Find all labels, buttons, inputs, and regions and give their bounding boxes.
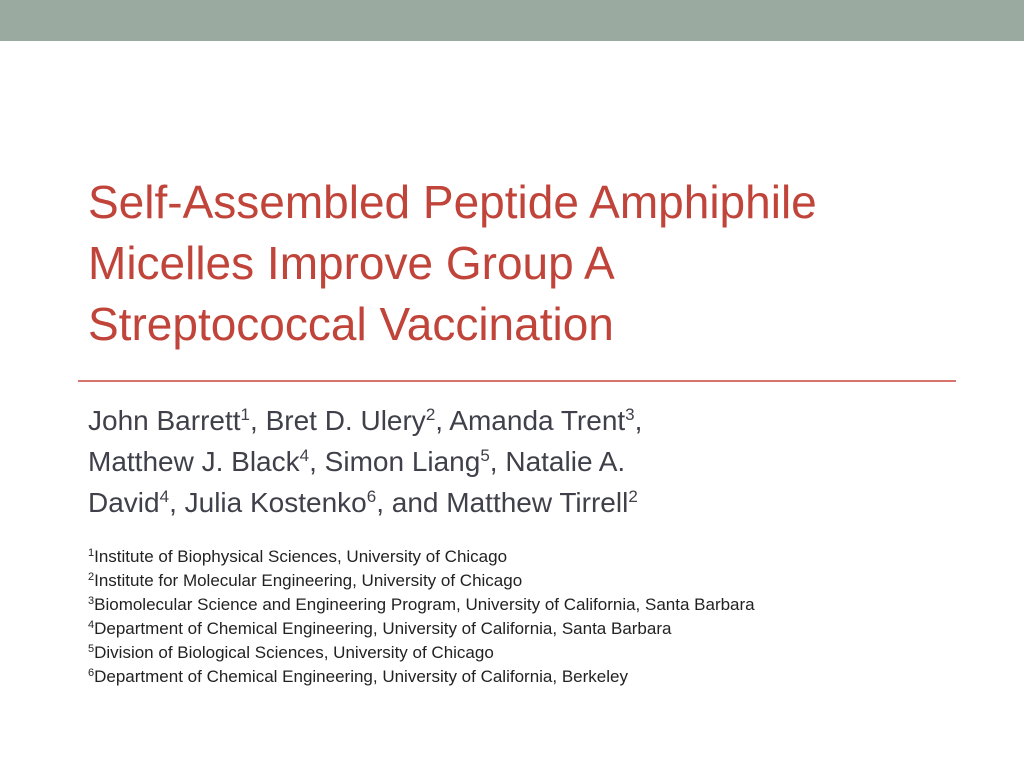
author-separator: , bbox=[376, 487, 392, 518]
title-line: Self-Assembled Peptide Amphiphile bbox=[88, 176, 817, 228]
author-name: Amanda Trent bbox=[449, 405, 626, 436]
title-divider bbox=[78, 380, 956, 382]
author-name: David bbox=[88, 487, 160, 518]
author-separator: , bbox=[435, 405, 450, 436]
author-separator: , bbox=[169, 487, 185, 518]
author-affiliation-mark: 4 bbox=[159, 487, 170, 506]
author-line bbox=[88, 482, 968, 523]
author-name: Julia Kostenko bbox=[184, 487, 367, 518]
author-name: Natalie A. bbox=[505, 446, 626, 477]
author-list bbox=[88, 400, 968, 523]
affiliation-item bbox=[88, 617, 988, 641]
author-separator: , bbox=[250, 405, 266, 436]
affiliation-item bbox=[88, 665, 988, 689]
affiliation-number: 1 bbox=[88, 547, 95, 559]
affiliation-item bbox=[88, 545, 988, 569]
author-affiliation-mark: 4 bbox=[299, 446, 310, 465]
author-line bbox=[88, 441, 968, 482]
author-affiliation-mark: 1 bbox=[240, 405, 250, 424]
affiliation-text: Department of Chemical Engineering, University of California, Berkeley bbox=[94, 667, 628, 686]
author-name: and Matthew Tirrell bbox=[391, 487, 629, 518]
author-name: Simon Liang bbox=[324, 446, 481, 477]
author-separator: , bbox=[489, 446, 506, 477]
author-line bbox=[88, 400, 968, 441]
affiliation-number: 5 bbox=[88, 643, 95, 655]
slide-title bbox=[88, 172, 968, 355]
affiliation-list bbox=[88, 545, 988, 689]
affiliation-item bbox=[88, 593, 988, 617]
affiliation-text: Division of Biological Sciences, University of Chicago bbox=[94, 643, 494, 662]
title-line: Micelles Improve Group A bbox=[88, 237, 615, 289]
affiliation-number: 4 bbox=[88, 619, 95, 631]
author-name: Bret D. Ulery bbox=[265, 405, 426, 436]
affiliation-number: 2 bbox=[88, 571, 95, 583]
author-separator: , bbox=[309, 446, 325, 477]
affiliation-number: 6 bbox=[88, 667, 95, 679]
affiliation-text: Biomolecular Science and Engineering Program, University of California, Santa Barbara bbox=[94, 595, 755, 614]
author-name: Matthew J. Black bbox=[88, 446, 300, 477]
affiliation-text: Institute for Molecular Engineering, University of Chicago bbox=[94, 571, 523, 590]
top-color-band bbox=[0, 0, 1024, 41]
affiliation-text: Institute of Biophysical Sciences, University of Chicago bbox=[94, 547, 508, 566]
author-affiliation-mark: 2 bbox=[425, 405, 436, 424]
title-line: Streptococcal Vaccination bbox=[88, 298, 614, 350]
affiliation-text: Department of Chemical Engineering, University of California, Santa Barbara bbox=[94, 619, 672, 638]
author-name: John Barrett bbox=[88, 405, 241, 436]
author-affiliation-mark: 5 bbox=[480, 446, 490, 465]
author-affiliation-mark: 3 bbox=[625, 405, 635, 424]
author-affiliation-mark: 2 bbox=[628, 487, 638, 506]
author-separator: , bbox=[634, 405, 643, 436]
affiliation-number: 3 bbox=[88, 595, 95, 607]
affiliation-item bbox=[88, 641, 988, 665]
author-affiliation-mark: 6 bbox=[366, 487, 377, 506]
affiliation-item bbox=[88, 569, 988, 593]
